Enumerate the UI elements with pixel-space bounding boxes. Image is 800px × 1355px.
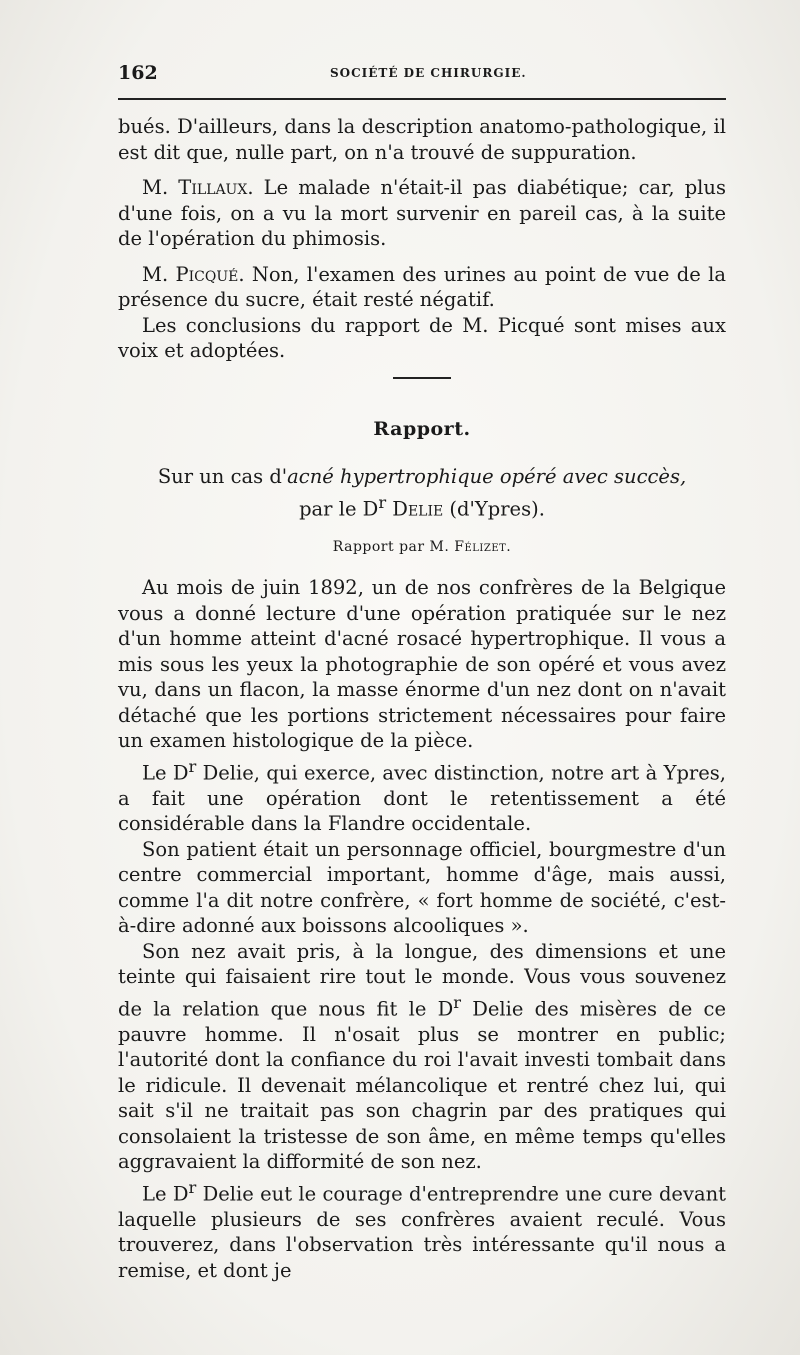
tillaux-text: Le malade n'était-il pas diabétique; car, plus d'une fois, on a vu la mort survenir en pareil cas, à la suite de l'opération du phimosis. (118, 176, 726, 250)
report-paragraph-1: Au mois de juin 1892, un de nos confrères de la Belgique vous a donné lecture d'une opération pratiquée sur le nez d'un homme atteint d'acné rosacé hypertrophique. Il vous a mis sous les yeux la photographie de son opéré et vous avez vu, dans un flacon, la masse énorme d'un nez dont on n'avait détaché que les portions strictement nécessaires pour faire un examen histologique de la pièce. (118, 576, 726, 752)
subtitle-place: (d'Ypres). (443, 497, 545, 521)
section-title: Rapport. (373, 417, 471, 440)
subtitle-sup: r (378, 493, 387, 512)
running-head: SOCIÉTÉ DE CHIRURGIE. (330, 66, 527, 80)
section-divider (393, 377, 451, 379)
rapport-par-name: Félizet. (454, 538, 512, 555)
paragraph-continuation: bués. D'ailleurs, dans la description anatomo-pathologique, il est dit que, nulle part, on n'a trouvé de suppuration. (118, 115, 726, 164)
rapport-par-prefix: Rapport par M. (332, 538, 455, 555)
r2-sup: r (188, 756, 197, 776)
subtitle-italic: acné hypertrophique opéré avec succès, (287, 465, 687, 488)
r5-a: Le D (142, 1182, 189, 1205)
report-paragraph-4 (118, 939, 726, 1175)
picque-text: Non, l'examen des urines au point de vue de la présence du sucre, était resté négatif. (118, 262, 726, 311)
body-text (118, 114, 726, 1283)
r4-b: Delie des misères de ce pauvre homme. Il n'osait plus se montrer en public; l'autorité dont la confiance du roi l'avait investi tombait dans le ridicule. Il devenait mélancolique et rentré chez lui, qui sait s'il ne traitait pas son chagrin par des pratiques qui consolaient la tristesse de son âme, en même temps qu'elles aggravaient la difformité de son nez. (118, 997, 726, 1173)
section-subtitle (118, 464, 726, 523)
r2-b: Delie, qui exerce, avec distinction, notre art à Ypres, a fait une opération dont le retentissement a été considérable dans la Flandre occidentale. (118, 761, 726, 835)
subtitle-author: Delie (386, 497, 444, 521)
header-rule (118, 98, 726, 100)
r5-sup: r (188, 1177, 197, 1197)
speaker-picque: M. Picqué. (142, 262, 245, 286)
report-paragraph-2 (118, 754, 726, 837)
page-number: 162 (118, 62, 158, 84)
report-paragraph-5 (118, 1175, 726, 1284)
subtitle-prefix: Sur un cas d' (157, 465, 288, 488)
speaker-tillaux: M. Tillaux. (142, 176, 254, 199)
r4-a: Son nez avait pris, à la longue, des dimensions et une teinte qui faisaient rire tout le monde. Vous vous souvenez de la relation que nous fit le D (118, 939, 726, 1020)
r4-sup: r (453, 992, 462, 1012)
paragraph-picque (118, 262, 726, 313)
r2-a: Le D (142, 761, 189, 784)
paragraph-tillaux (118, 175, 726, 252)
rapport-par (118, 535, 726, 561)
page-header (118, 62, 726, 88)
paragraph-conclusions: Les conclusions du rapport de M. Picqué sont mises aux voix et adoptées. (118, 313, 726, 362)
r5-b: Delie eut le courage d'entreprendre une cure devant laquelle plusieurs de ses confrères avaient reculé. Vous trouverez, dans l'observation très intéressante qu'il nous a remise, et dont je (118, 1182, 726, 1282)
report-paragraph-3: Son patient était un personnage officiel, bourgmestre d'un centre commercial important, homme d'âge, mais aussi, comme l'a dit notre confrère, « fort homme de société, c'est-à-dire adonné aux boissons alcooliques ». (118, 837, 726, 937)
subtitle-line2-prefix: par le D (299, 497, 379, 521)
